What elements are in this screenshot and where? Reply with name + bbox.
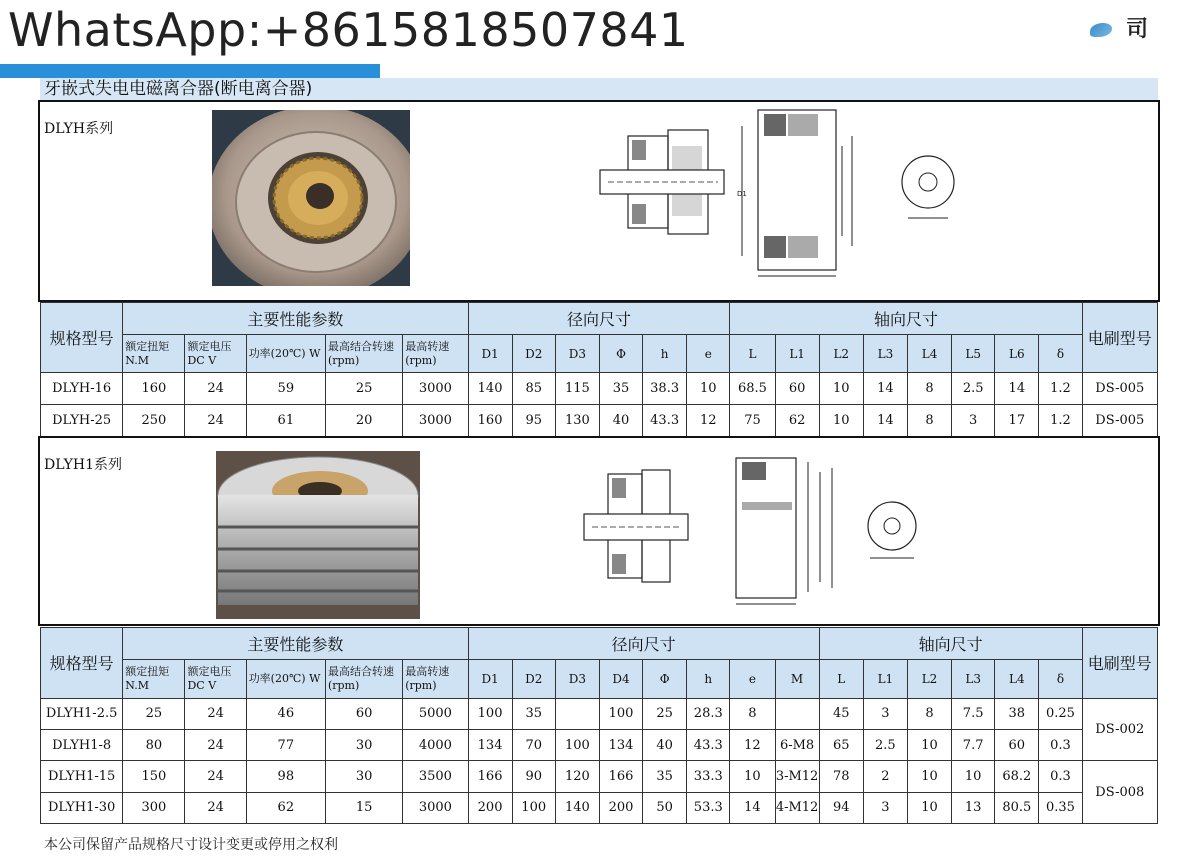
table-cell: 7.5 [952, 698, 995, 729]
table-cell: 140 [555, 792, 599, 823]
table-cell: 70 [512, 730, 555, 761]
brush-cell: DS-002 [1082, 698, 1157, 761]
table-cell: 38 [995, 698, 1039, 729]
perf-column-header: 最高结合转速(rpm) [325, 335, 402, 373]
table-row [41, 373, 1158, 405]
axial-column-header: L [730, 335, 775, 373]
axial-group-header: 轴向尺寸 [730, 303, 1082, 335]
bird-logo-icon [1090, 23, 1112, 37]
table-cell: 3000 [403, 792, 468, 823]
table-cell: 62 [246, 792, 325, 823]
table-row [41, 792, 1158, 823]
brush-header: 电刷型号 [1082, 628, 1157, 699]
axial-column-header: L1 [775, 335, 819, 373]
radial-column-header: e [730, 660, 775, 698]
table-row [41, 730, 1158, 761]
table-cell: 43.3 [643, 405, 687, 437]
dlyh1-spec-table [40, 627, 1158, 824]
table-cell: 78 [819, 761, 863, 792]
radial-column-header: D1 [468, 335, 512, 373]
table-cell: 59 [246, 373, 325, 405]
page-title: 牙嵌式失电电磁离合器(断电离合器) [44, 79, 313, 99]
table-cell: 3000 [403, 405, 468, 437]
axial-column-header: L2 [907, 660, 951, 698]
svg-text:D1: D1 [737, 190, 747, 198]
table-cell: 4-M12 [775, 792, 819, 823]
radial-column-header: h [643, 335, 687, 373]
table-cell: 25 [123, 698, 185, 729]
model-cell: DLYH-16 [41, 373, 123, 405]
radial-column-header: e [687, 335, 730, 373]
table-cell: DS-005 [1082, 373, 1157, 405]
model-header: 规格型号 [41, 303, 123, 373]
axial-column-header: L1 [863, 660, 907, 698]
table-cell: 95 [512, 405, 555, 437]
brush-cell: DS-008 [1082, 761, 1157, 824]
table-cell: 166 [468, 761, 512, 792]
table-cell: 150 [123, 761, 185, 792]
table-cell: 85 [512, 373, 555, 405]
table-cell: 134 [599, 730, 642, 761]
table-cell: 2 [863, 761, 907, 792]
axial-column-header: L [819, 660, 863, 698]
radial-column-header: M [775, 660, 819, 698]
dlyh-assembly-drawing [598, 126, 728, 238]
perf-column-header: 最高转速 (rpm) [403, 660, 468, 698]
dlyh1-assembly-drawing [582, 466, 692, 586]
table-cell: 3-M12 [775, 761, 819, 792]
table-cell: 14 [863, 373, 907, 405]
perf-column-header: 额定电压 DC V [185, 335, 246, 373]
table-cell: 200 [468, 792, 512, 823]
table-cell: 3000 [403, 373, 468, 405]
perf-group-header: 主要性能参数 [123, 303, 468, 335]
dlyh1-product-photo [216, 451, 420, 619]
table-cell: 10 [907, 792, 951, 823]
table-cell: 2.5 [863, 730, 907, 761]
table-cell: 140 [468, 373, 512, 405]
table-cell [775, 698, 819, 729]
table-cell: 33.3 [687, 761, 730, 792]
table-cell: 65 [819, 730, 863, 761]
perf-column-header: 功率(20℃) W [246, 660, 325, 698]
table-cell: 24 [185, 373, 246, 405]
table-cell: 12 [730, 730, 775, 761]
table-cell: 30 [325, 761, 402, 792]
table-cell: 8 [907, 405, 951, 437]
table-cell: 10 [819, 405, 863, 437]
table-cell: 62 [775, 405, 819, 437]
brush-header: 电刷型号 [1082, 303, 1157, 373]
table-cell: 0.25 [1039, 698, 1082, 729]
footer-disclaimer: 本公司保留产品规格尺寸设计变更或停用之权利 [44, 837, 338, 853]
table-cell: 115 [555, 373, 599, 405]
dlyh-series-label: DLYH系列 [44, 121, 114, 137]
table-cell: 13 [952, 792, 995, 823]
table-cell: 10 [730, 761, 775, 792]
whatsapp-underline-bar [0, 64, 380, 78]
table-cell: 90 [512, 761, 555, 792]
radial-column-header: D2 [512, 335, 555, 373]
table-cell: 0.35 [1039, 792, 1082, 823]
table-cell: 10 [819, 373, 863, 405]
table-cell: 100 [555, 730, 599, 761]
table-cell: 10 [907, 761, 951, 792]
radial-column-header: D3 [555, 335, 599, 373]
table-cell: 20 [325, 405, 402, 437]
radial-column-header: D2 [512, 660, 555, 698]
table-cell: 14 [863, 405, 907, 437]
radial-column-header: D1 [468, 660, 512, 698]
axial-column-header: L5 [952, 335, 995, 373]
table-cell: 38.3 [643, 373, 687, 405]
table-cell: 30 [325, 730, 402, 761]
table-cell: DS-005 [1082, 405, 1157, 437]
radial-column-header: D3 [555, 660, 599, 698]
table-cell: 6-M8 [775, 730, 819, 761]
table-cell: 14 [995, 373, 1039, 405]
table-cell: 250 [123, 405, 185, 437]
table-cell: 77 [246, 730, 325, 761]
table-cell: 60 [995, 730, 1039, 761]
table-cell: 80.5 [995, 792, 1039, 823]
table-cell: 24 [185, 698, 246, 729]
perf-column-header: 功率(20℃) W [246, 335, 325, 373]
radial-column-header: Φ [643, 660, 687, 698]
table-cell: 8 [907, 373, 951, 405]
table-cell: 0.3 [1039, 761, 1082, 792]
perf-column-header: 额定扭矩 N.M [123, 335, 185, 373]
table-cell: 200 [599, 792, 642, 823]
dlyh-product-photo [212, 110, 410, 286]
table-cell: 15 [325, 792, 402, 823]
table-cell: 46 [246, 698, 325, 729]
table-cell: 2.5 [952, 373, 995, 405]
dlyh1-keyway-drawing [852, 494, 922, 564]
perf-column-header: 额定扭矩 N.M [123, 660, 185, 698]
table-cell: 7.7 [952, 730, 995, 761]
model-header: 规格型号 [41, 628, 123, 699]
table-cell: 8 [730, 698, 775, 729]
table-cell: 134 [468, 730, 512, 761]
table-cell: 98 [246, 761, 325, 792]
model-cell: DLYH1-30 [41, 792, 123, 823]
table-cell: 1.2 [1039, 373, 1082, 405]
table-cell: 3 [863, 792, 907, 823]
radial-column-header: D4 [599, 660, 642, 698]
table-cell: 68.2 [995, 761, 1039, 792]
model-cell: DLYH1-8 [41, 730, 123, 761]
logo-text: 司 [1126, 17, 1149, 42]
dlyh1-series-label: DLYH1系列 [44, 457, 122, 473]
table-cell: 35 [599, 373, 642, 405]
table-row [41, 761, 1158, 792]
table-cell: 5000 [403, 698, 468, 729]
axial-column-header: L6 [995, 335, 1039, 373]
model-cell: DLYH1-15 [41, 761, 123, 792]
company-logo [1090, 12, 1148, 43]
dlyh-section-drawing [736, 106, 862, 286]
table-cell: 68.5 [730, 373, 775, 405]
axial-column-header: L2 [819, 335, 863, 373]
table-cell: 100 [468, 698, 512, 729]
table-cell: 160 [123, 373, 185, 405]
table-cell: 35 [643, 761, 687, 792]
dlyh-spec-table [40, 302, 1158, 437]
table-cell: 10 [952, 761, 995, 792]
table-cell: 35 [512, 698, 555, 729]
table-cell: 75 [730, 405, 775, 437]
radial-column-header: Φ [599, 335, 642, 373]
table-cell: 160 [468, 405, 512, 437]
perf-column-header: 最高结合转速(rpm) [325, 660, 402, 698]
table-cell: 40 [599, 405, 642, 437]
table-cell: 0.3 [1039, 730, 1082, 761]
axial-column-header: L3 [863, 335, 907, 373]
table-cell: 60 [775, 373, 819, 405]
radial-group-header: 径向尺寸 [468, 303, 730, 335]
table-cell: 40 [643, 730, 687, 761]
table-cell: 24 [185, 792, 246, 823]
perf-group-header: 主要性能参数 [123, 628, 468, 660]
table-cell: 130 [555, 405, 599, 437]
table-cell: 3 [863, 698, 907, 729]
model-cell: DLYH-25 [41, 405, 123, 437]
table-row [41, 698, 1158, 729]
table-cell: 166 [599, 761, 642, 792]
axial-group-header: 轴向尺寸 [819, 628, 1082, 660]
table-cell: 4000 [403, 730, 468, 761]
table-cell: 17 [995, 405, 1039, 437]
table-cell: 14 [730, 792, 775, 823]
dlyh1-section-drawing [716, 452, 846, 612]
axial-column-header: L4 [995, 660, 1039, 698]
model-cell: DLYH1-2.5 [41, 698, 123, 729]
table-cell: 120 [555, 761, 599, 792]
table-cell [555, 698, 599, 729]
table-cell: 43.3 [687, 730, 730, 761]
table-cell: 24 [185, 761, 246, 792]
perf-column-header: 额定电压 DC V [185, 660, 246, 698]
dlyh-keyway-drawing [886, 146, 960, 226]
table-cell: 8 [907, 698, 951, 729]
whatsapp-contact: WhatsApp:+8615818507841 [8, 3, 689, 57]
radial-column-header: h [687, 660, 730, 698]
table-cell: 61 [246, 405, 325, 437]
perf-column-header: 最高转速 (rpm) [403, 335, 468, 373]
table-cell: 24 [185, 730, 246, 761]
table-cell: 24 [185, 405, 246, 437]
axial-column-header: L3 [952, 660, 995, 698]
table-cell: 94 [819, 792, 863, 823]
table-cell: 10 [687, 373, 730, 405]
table-cell: 28.3 [687, 698, 730, 729]
table-cell: 45 [819, 698, 863, 729]
table-cell: 12 [687, 405, 730, 437]
table-cell: 3500 [403, 761, 468, 792]
table-cell: 300 [123, 792, 185, 823]
table-cell: 1.2 [1039, 405, 1082, 437]
table-cell: 60 [325, 698, 402, 729]
table-cell: 100 [599, 698, 642, 729]
table-cell: 50 [643, 792, 687, 823]
table-cell: 3 [952, 405, 995, 437]
table-cell: 25 [643, 698, 687, 729]
table-cell: 25 [325, 373, 402, 405]
table-cell: 80 [123, 730, 185, 761]
axial-column-header: L4 [907, 335, 951, 373]
radial-group-header: 径向尺寸 [468, 628, 819, 660]
axial-column-header: δ [1039, 660, 1082, 698]
table-cell: 53.3 [687, 792, 730, 823]
table-cell: 10 [907, 730, 951, 761]
table-cell: 100 [512, 792, 555, 823]
axial-column-header: δ [1039, 335, 1082, 373]
table-row [41, 405, 1158, 437]
